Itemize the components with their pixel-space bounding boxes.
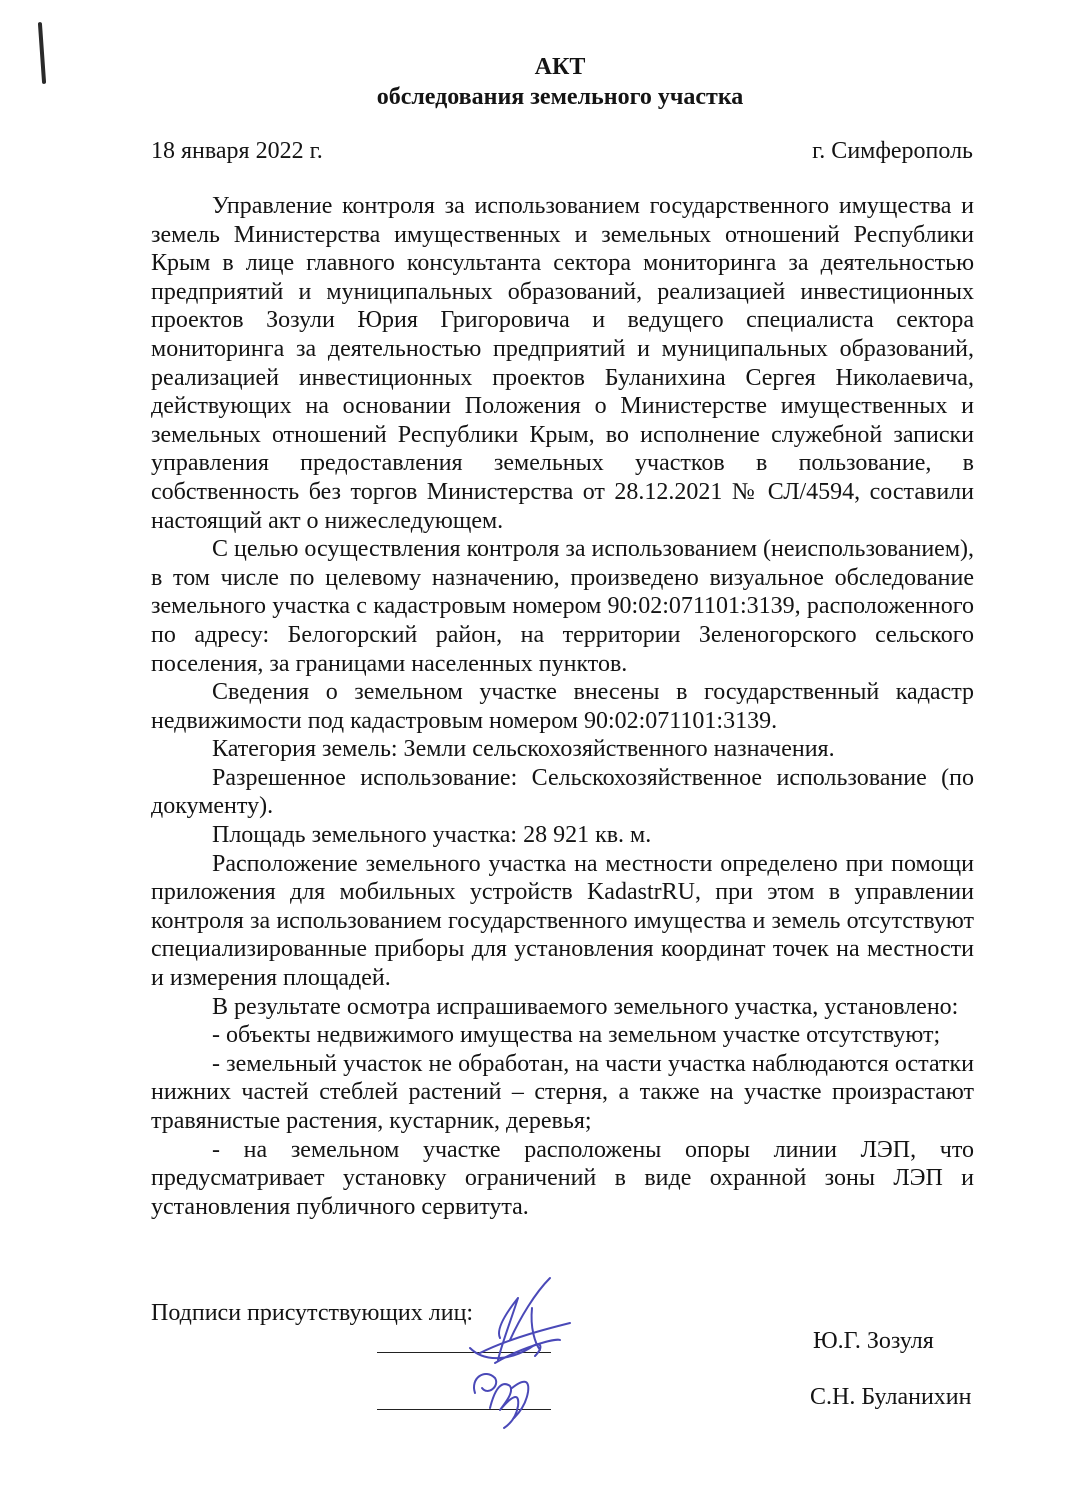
finding-item: - объекты недвижимого имущества на земельном участке отсутствуют;: [212, 1022, 941, 1049]
document-body: [151, 192, 974, 1221]
signatures-label: Подписи присутствующих лиц:: [151, 1300, 474, 1326]
paragraph-result: В результате осмотра испрашиваемого земельного участка, установлено:: [212, 993, 959, 1020]
signer-zozulya: Ю.Г. Зозуля: [813, 1328, 934, 1354]
paragraph-area: Площадь земельного участка: 28 921 кв. м.: [212, 822, 652, 849]
document-city: г. Симферополь: [812, 138, 973, 164]
handwritten-signature: [440, 1268, 610, 1438]
paragraph-purpose: С целью осуществления контроля за использованием (неиспользованием), в том числе по целевому назначению, произведено визуальное обследование земельного участка с кадастровым номером 90:02:071101:3139, расположенного по адресу: Белогорский район, на территории Зеленогорского сельского поселения, за границами населенных пунктов.: [151, 536, 974, 677]
finding-item: - земельный участок не обработан, на части участка наблюдаются остатки нижних частей стеблей растений – стерня, а также на участке произрастают травянистые растения, кустарник, деревья;: [151, 1050, 974, 1134]
document-subtitle: обследования земельного участка: [376, 84, 744, 110]
finding-item: - на земельном участке расположены опоры линии ЛЭП, что предусматривает установку ограничений в виде охранной зоны ЛЭП и установления публичного сервитута.: [151, 1136, 974, 1220]
paragraph-location-method: Расположение земельного участка на местности определено при помощи приложения для мобильных устройств KadastrRU, при этом в управлении контроля за использованием государственного имущества и земель отсутствуют специализированные приборы для установления координат точек на местности и измерения площадей.: [151, 850, 974, 992]
paragraph-intro: Управление контроля за использованием государственного имущества и земель Министерства имущественных и земельных отношений Республики Крым в лице главного консультанта сектора мониторинга за деятельностью предприятий и муниципальных образований, реализацией инвестиционных проектов Зозули Юрия Григоровича и ведущего специалиста сектора мониторинга за деятельностью предприятий и муниципальных образований, реализацией инвестиционных проектов Буланихина Сергея Николаевича, действующих на основании Положения о Министерстве имущественных и земельных отношений Республики Крым, во исполнение служебной записки управления предоставления земельных участков в пользование, в собственность без торгов Министерства от 28.12.2021 № СЛ/4594, составили настоящий акт о нижеследующем.: [151, 193, 974, 534]
paragraph-category: Категория земель: Земли сельскохозяйственного назначения.: [212, 736, 835, 763]
paragraph-permitted-use: Разрешенное использование: Сельскохозяйственное использование (по документу).: [151, 764, 974, 820]
document-date: 18 января 2022 г.: [151, 138, 323, 164]
paragraph-cadastre: Сведения о земельном участке внесены в государственный кадастр недвижимости под кадастровым номером 90:02:071101:3139.: [151, 679, 974, 734]
document-title: АКТ: [534, 54, 586, 80]
signer-bulanikhin: С.Н. Буланихин: [810, 1384, 972, 1410]
